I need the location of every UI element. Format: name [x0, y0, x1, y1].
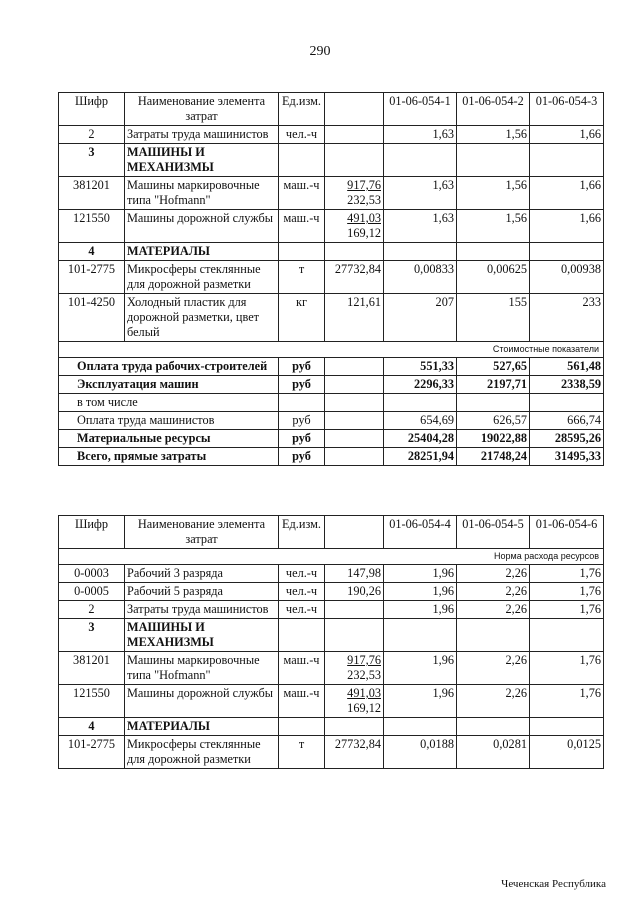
- row-value-2: [457, 144, 530, 177]
- page-number: 290: [309, 44, 331, 59]
- row-name: Машины маркировочные типа "Hofmann": [125, 652, 279, 685]
- cost-unit: руб: [279, 430, 325, 448]
- row-unit: т: [279, 736, 325, 769]
- table-row: [59, 261, 604, 294]
- row-price: [325, 652, 384, 685]
- cost-name: Материальные ресурсы: [59, 430, 279, 448]
- row-name: Машины дорожной службы: [125, 210, 279, 243]
- row-value-3: 0,00938: [530, 261, 604, 294]
- header-col-3: 01-06-054-3: [530, 93, 604, 126]
- row-value-1: 1,96: [384, 652, 457, 685]
- row-value-1: 1,96: [384, 601, 457, 619]
- row-value-1: 1,63: [384, 126, 457, 144]
- row-unit: маш.-ч: [279, 210, 325, 243]
- row-price: [325, 126, 384, 144]
- header-row: [59, 93, 604, 126]
- row-value-1: 1,63: [384, 177, 457, 210]
- cost-name: Всего, прямые затраты: [59, 448, 279, 466]
- row-unit: чел.-ч: [279, 126, 325, 144]
- row-value-3: 233: [530, 294, 604, 342]
- row-name: Затраты труда машинистов: [125, 126, 279, 144]
- row-value-3: 1,66: [530, 126, 604, 144]
- cost-value-3: [530, 394, 604, 412]
- table-row: [59, 583, 604, 601]
- header-unit: Ед.изм.: [279, 93, 325, 126]
- row-name: Машины маркировочные типа "Hofmann": [125, 177, 279, 210]
- cost-name: Оплата труда машинистов: [59, 412, 279, 430]
- row-price: [325, 718, 384, 736]
- row-code: 101-2775: [59, 736, 125, 769]
- cost-note-row: [59, 342, 604, 358]
- row-unit: маш.-ч: [279, 177, 325, 210]
- table-row: [59, 126, 604, 144]
- row-code: 101-4250: [59, 294, 125, 342]
- cost-value-1: 654,69: [384, 412, 457, 430]
- price-value: 121,61: [347, 295, 381, 309]
- price-machinist-value: 232,53: [347, 193, 381, 207]
- header-col-2: 01-06-054-2: [457, 93, 530, 126]
- cost-row: [59, 394, 604, 412]
- row-price: [325, 583, 384, 601]
- row-value-3: 1,76: [530, 565, 604, 583]
- resource-table-2: [58, 515, 604, 769]
- row-price: [325, 294, 384, 342]
- row-value-1: [384, 619, 457, 652]
- cost-value-3: 666,74: [530, 412, 604, 430]
- row-value-1: 0,00833: [384, 261, 457, 294]
- cost-value-1: [384, 394, 457, 412]
- row-value-3: 1,76: [530, 652, 604, 685]
- row-name: Микросферы стеклянные для дорожной разметки: [125, 736, 279, 769]
- row-value-2: [457, 619, 530, 652]
- price-value: 27732,84: [334, 737, 381, 751]
- row-name: МАТЕРИАЛЫ: [125, 718, 279, 736]
- row-unit: [279, 243, 325, 261]
- row-unit: маш.-ч: [279, 652, 325, 685]
- header-col-2: 01-06-054-5: [457, 516, 530, 549]
- table-row: [59, 736, 604, 769]
- cost-empty: [325, 376, 384, 394]
- norm-note: Норма расхода ресурсов: [59, 549, 604, 565]
- cost-row: [59, 376, 604, 394]
- price-value: 491,03: [347, 686, 381, 700]
- table-row: [59, 601, 604, 619]
- price-value: 27732,84: [334, 262, 381, 276]
- row-price: [325, 261, 384, 294]
- price-machinist-value: 232,53: [347, 668, 381, 682]
- cost-value-2: 2197,71: [457, 376, 530, 394]
- table-row: [59, 652, 604, 685]
- row-value-3: 1,66: [530, 210, 604, 243]
- cost-value-1: 2296,33: [384, 376, 457, 394]
- header-unit: Ед.изм.: [279, 516, 325, 549]
- footer-region: Чеченская Республика: [501, 878, 606, 890]
- table-row: [59, 177, 604, 210]
- row-name: Рабочий 3 разряда: [125, 565, 279, 583]
- cost-value-2: 626,57: [457, 412, 530, 430]
- header-code: Шифр: [59, 93, 125, 126]
- cost-value-2: 19022,88: [457, 430, 530, 448]
- row-value-1: 1,63: [384, 210, 457, 243]
- row-price: [325, 736, 384, 769]
- row-name: МАШИНЫ И МЕХАНИЗМЫ: [125, 144, 279, 177]
- cost-unit: руб: [279, 412, 325, 430]
- row-name: Затраты труда машинистов: [125, 601, 279, 619]
- row-value-2: 0,00625: [457, 261, 530, 294]
- cost-empty: [325, 448, 384, 466]
- row-code: 0-0005: [59, 583, 125, 601]
- cost-value-1: 25404,28: [384, 430, 457, 448]
- cost-unit: руб: [279, 376, 325, 394]
- table-row: [59, 243, 604, 261]
- row-name: Микросферы стеклянные для дорожной разметки: [125, 261, 279, 294]
- row-value-2: 2,26: [457, 685, 530, 718]
- cost-empty: [325, 430, 384, 448]
- row-name: Машины дорожной службы: [125, 685, 279, 718]
- row-price: [325, 601, 384, 619]
- row-value-2: 2,26: [457, 652, 530, 685]
- row-value-3: [530, 718, 604, 736]
- table-row: [59, 619, 604, 652]
- row-value-3: [530, 619, 604, 652]
- cost-value-3: 28595,26: [530, 430, 604, 448]
- cost-empty: [325, 358, 384, 376]
- row-value-1: 1,96: [384, 583, 457, 601]
- row-value-3: 0,0125: [530, 736, 604, 769]
- row-unit: маш.-ч: [279, 685, 325, 718]
- row-code: 2: [59, 601, 125, 619]
- table-row: [59, 685, 604, 718]
- cost-row: [59, 358, 604, 376]
- row-value-1: [384, 243, 457, 261]
- row-code: 101-2775: [59, 261, 125, 294]
- row-name: МАШИНЫ И МЕХАНИЗМЫ: [125, 619, 279, 652]
- row-value-2: 2,26: [457, 601, 530, 619]
- row-value-3: [530, 144, 604, 177]
- norm-note-row: [59, 549, 604, 565]
- row-code: 381201: [59, 177, 125, 210]
- row-unit: чел.-ч: [279, 565, 325, 583]
- row-code: 381201: [59, 652, 125, 685]
- cost-row: [59, 412, 604, 430]
- row-name: Холодный пластик для дорожной разметки, цвет белый: [125, 294, 279, 342]
- row-value-2: [457, 243, 530, 261]
- row-value-2: 1,56: [457, 177, 530, 210]
- row-unit: чел.-ч: [279, 583, 325, 601]
- row-value-3: 1,66: [530, 177, 604, 210]
- cost-value-2: [457, 394, 530, 412]
- cost-name: Эксплуатация машин: [59, 376, 279, 394]
- row-code: 121550: [59, 210, 125, 243]
- row-unit: кг: [279, 294, 325, 342]
- cost-note: Стоимостные показатели: [59, 342, 604, 358]
- header-col-1: 01-06-054-1: [384, 93, 457, 126]
- row-price: [325, 210, 384, 243]
- header-col-3: 01-06-054-6: [530, 516, 604, 549]
- cost-unit: руб: [279, 358, 325, 376]
- row-code: 2: [59, 126, 125, 144]
- row-value-3: 1,76: [530, 583, 604, 601]
- row-price: [325, 565, 384, 583]
- row-unit: [279, 718, 325, 736]
- row-value-2: 2,26: [457, 583, 530, 601]
- price-machinist-value: 169,12: [347, 701, 381, 715]
- resource-table-1: [58, 92, 604, 466]
- price-value: 917,76: [347, 653, 381, 667]
- row-value-3: [530, 243, 604, 261]
- row-value-1: 0,0188: [384, 736, 457, 769]
- row-code: 3: [59, 144, 125, 177]
- header-name: Наименование элемента затрат: [125, 93, 279, 126]
- table-row: [59, 294, 604, 342]
- row-code: 4: [59, 718, 125, 736]
- row-code: 3: [59, 619, 125, 652]
- table-row: [59, 565, 604, 583]
- cost-value-3: 2338,59: [530, 376, 604, 394]
- cost-value-3: 561,48: [530, 358, 604, 376]
- cost-name: Оплата труда рабочих-строителей: [59, 358, 279, 376]
- row-value-1: [384, 144, 457, 177]
- price-value: 147,98: [347, 566, 381, 580]
- row-price: [325, 619, 384, 652]
- row-price: [325, 177, 384, 210]
- cost-value-1: 28251,94: [384, 448, 457, 466]
- cost-name: в том числе: [59, 394, 279, 412]
- row-value-3: 1,76: [530, 685, 604, 718]
- cost-unit: [279, 394, 325, 412]
- row-price: [325, 144, 384, 177]
- table-row: [59, 718, 604, 736]
- row-code: 0-0003: [59, 565, 125, 583]
- cost-unit: руб: [279, 448, 325, 466]
- row-unit: т: [279, 261, 325, 294]
- row-value-2: 0,0281: [457, 736, 530, 769]
- row-value-2: [457, 718, 530, 736]
- price-value: 491,03: [347, 211, 381, 225]
- cost-row: [59, 430, 604, 448]
- row-unit: [279, 144, 325, 177]
- cost-empty: [325, 394, 384, 412]
- price-value: 917,76: [347, 178, 381, 192]
- row-value-1: [384, 718, 457, 736]
- cost-value-3: 31495,33: [530, 448, 604, 466]
- row-value-2: 1,56: [457, 126, 530, 144]
- header-row: [59, 516, 604, 549]
- table-row: [59, 210, 604, 243]
- row-value-2: 2,26: [457, 565, 530, 583]
- row-price: [325, 243, 384, 261]
- row-value-1: 1,96: [384, 565, 457, 583]
- price-machinist-value: 169,12: [347, 226, 381, 240]
- cost-value-2: 527,65: [457, 358, 530, 376]
- row-price: [325, 685, 384, 718]
- header-code: Шифр: [59, 516, 125, 549]
- row-code: 121550: [59, 685, 125, 718]
- row-value-3: 1,76: [530, 601, 604, 619]
- row-name: МАТЕРИАЛЫ: [125, 243, 279, 261]
- price-value: 190,26: [347, 584, 381, 598]
- cost-empty: [325, 412, 384, 430]
- header-price: [325, 93, 384, 126]
- row-code: 4: [59, 243, 125, 261]
- row-value-2: 1,56: [457, 210, 530, 243]
- row-unit: чел.-ч: [279, 601, 325, 619]
- row-value-1: 207: [384, 294, 457, 342]
- cost-value-2: 21748,24: [457, 448, 530, 466]
- header-name: Наименование элемента затрат: [125, 516, 279, 549]
- table-row: [59, 144, 604, 177]
- row-value-1: 1,96: [384, 685, 457, 718]
- row-value-2: 155: [457, 294, 530, 342]
- header-col-1: 01-06-054-4: [384, 516, 457, 549]
- row-name: Рабочий 5 разряда: [125, 583, 279, 601]
- header-price: [325, 516, 384, 549]
- row-unit: [279, 619, 325, 652]
- cost-row: [59, 448, 604, 466]
- cost-value-1: 551,33: [384, 358, 457, 376]
